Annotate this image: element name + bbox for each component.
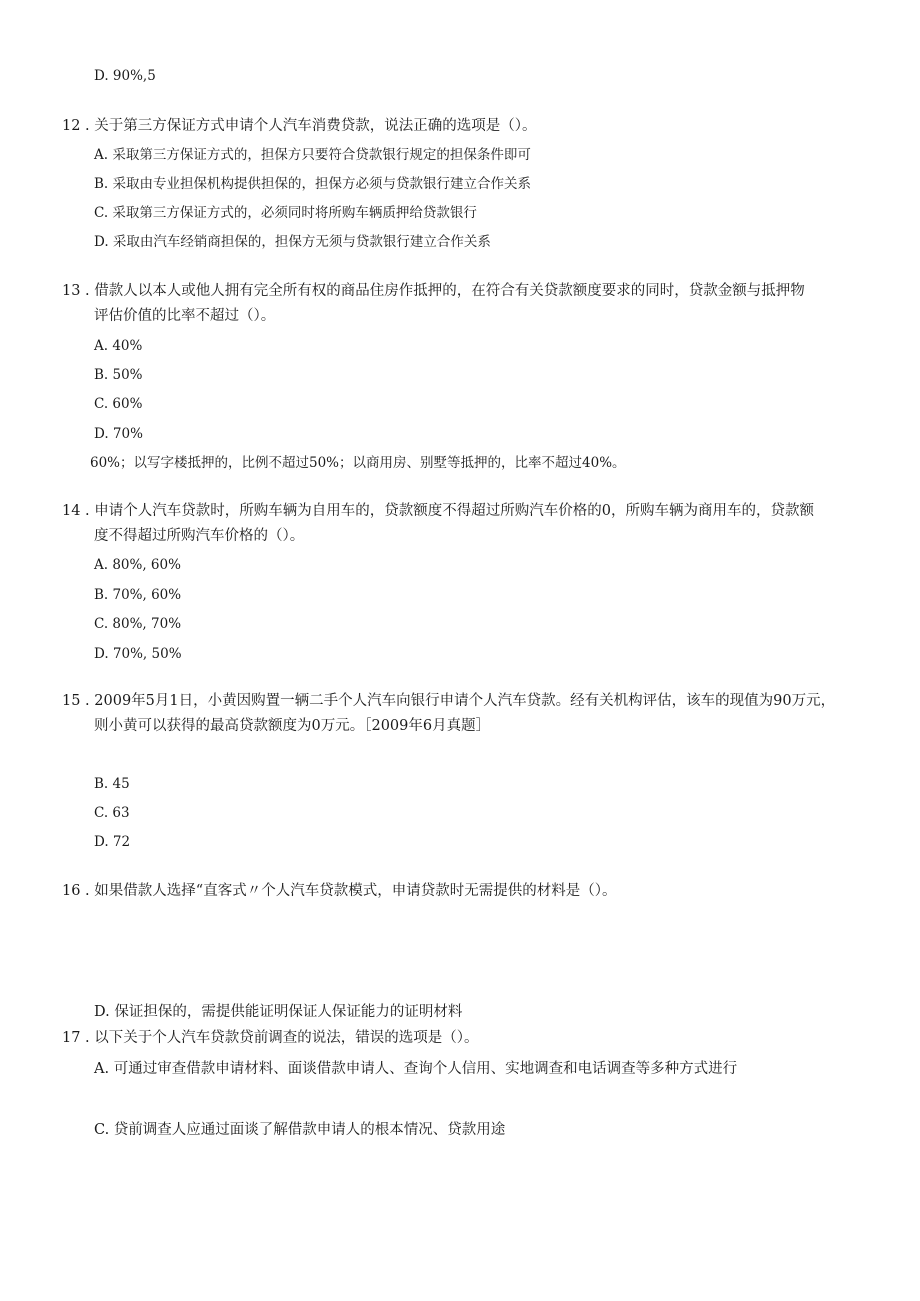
q13-option-b: B. 50% <box>94 367 143 383</box>
q13-option-c: C. 60% <box>94 396 143 412</box>
q17-option-c: C. 贷前调查人应通过面谈了解借款申请人的根本情况、贷款用途 <box>94 1122 506 1138</box>
q16-stem: 16 . 如果借款人选择“直客式〃个人汽车贷款模式，申请贷款时无需提供的材料是（）。 <box>62 883 617 899</box>
q14-stem-line2: 度不得超过所购汽车价格的（）。 <box>94 528 305 544</box>
q15-option-b: B. 45 <box>94 776 130 792</box>
q12-option-c: C. 采取第三方保证方式的，必须同时将所购车辆质押给贷款银行 <box>94 205 477 221</box>
q14-option-c: C. 80%, 70% <box>94 616 182 632</box>
q14-stem-line1: 14 . 申请个人汽车贷款时，所购车辆为自用车的，贷款额度不得超过所购汽车价格的0，所购车辆为商用车的，贷款额 <box>62 503 814 519</box>
q13-option-d: D. 70% <box>94 426 143 442</box>
q14-option-a: A. 80%, 60% <box>94 557 181 573</box>
q14-option-b: B. 70%, 60% <box>94 587 182 603</box>
q15-stem-line2: 则小黄可以获得的最高贷款额度为0万元。［2009年6月真题］ <box>94 718 491 734</box>
q16-option-d: D. 保证担保的，需提供能证明保证人保证能力的证明材料 <box>94 1004 463 1020</box>
q12-option-a: A. 采取第三方保证方式的，担保方只要符合贷款银行规定的担保条件即可 <box>94 147 531 163</box>
q12-option-b: B. 采取由专业担保机构提供担保的，担保方必须与贷款银行建立合作关系 <box>94 176 532 192</box>
q12-stem: 12 . 关于第三方保证方式申请个人汽车消费贷款，说法正确的选项是（）。 <box>62 118 537 134</box>
q13-explanation-note: 60%；以写字楼抵押的，比例不超过50%；以商用房、别墅等抵押的，比率不超过40%。 <box>90 455 626 471</box>
q17-stem: 17 . 以下关于个人汽车贷款贷前调查的说法，错误的选项是（）。 <box>62 1030 479 1046</box>
q13-option-a: A. 40% <box>94 338 143 354</box>
q15-option-d: D. 72 <box>94 834 131 850</box>
q15-option-c: C. 63 <box>94 805 130 821</box>
q14-option-d: D. 70%, 50% <box>94 646 182 662</box>
q11-option-d: D. 90%,5 <box>94 68 156 84</box>
q13-stem-line1: 13 . 借款人以本人或他人拥有完全所有权的商品住房作抵押的，在符合有关贷款额度要求的同时，贷款金额与抵押物 <box>62 283 805 299</box>
q13-stem-line2: 评估价值的比率不超过（）。 <box>94 308 276 324</box>
q15-stem-line1: 15 . 2009年5月1日，小黄因购置一辆二手个人汽车向银行申请个人汽车贷款。经有关机构评估，该车的现值为90万元， <box>62 693 836 709</box>
q17-option-a: A. 可通过审查借款申请材料、面谈借款申请人、查询个人信用、实地调查和电话调查等多种方式进行 <box>94 1061 738 1077</box>
q12-option-d: D. 采取由汽车经销商担保的，担保方无须与贷款银行建立合作关系 <box>94 234 491 250</box>
